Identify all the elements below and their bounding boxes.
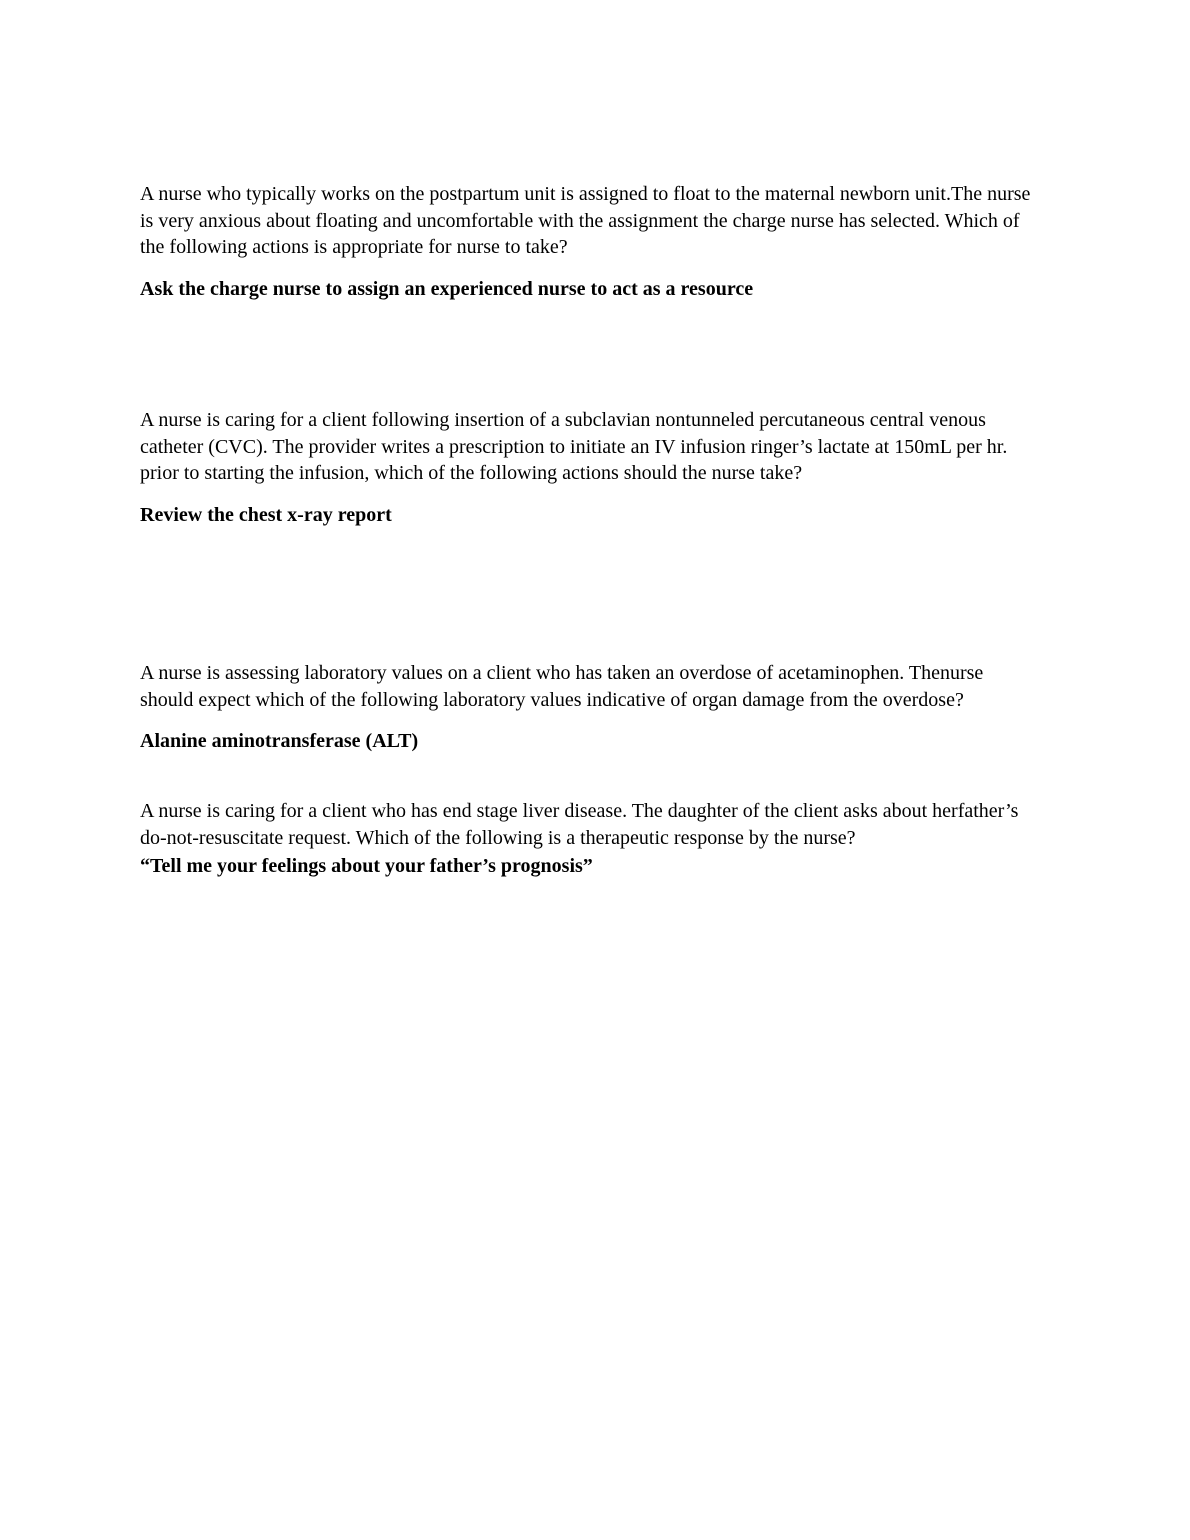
question-block <box>140 407 1040 528</box>
question-block <box>140 798 1040 880</box>
question-block <box>140 660 1040 755</box>
answer-text: Ask the charge nurse to assign an experienced nurse to act as a resource <box>140 277 754 300</box>
question-text: A nurse is assessing laboratory values on a client who has taken an overdose of acetaminophen. Thenurse should expect which of the following laboratory values indicative of organ damage from the overdose? <box>140 662 984 711</box>
question-block <box>140 181 1040 302</box>
question-text: A nurse is caring for a client following insertion of a subclavian nontunneled percutaneous central venous catheter (CVC). The provider writes a prescription to initiate an IV infusion ringer’s lactate at 150mL per hr. prior to starting the infusion, which of the following actions should the nurse take? <box>140 409 1008 484</box>
answer-text: “Tell me your feelings about your father’s prognosis” <box>140 855 593 877</box>
answer-text: Review the chest x-ray report <box>140 503 392 526</box>
answer-text: Alanine aminotransferase (ALT) <box>140 730 419 752</box>
question-text: A nurse is caring for a client who has end stage liver disease. The daughter of the client asks about herfather’s do-not-resuscitate request. Which of the following is a therapeutic response by the nurse? <box>140 800 1019 849</box>
question-text: A nurse who typically works on the postpartum unit is assigned to float to the maternal newborn unit.The nurse is very anxious about floating and uncomfortable with the assignment the charge nurse has selected. Which of the following actions is appropriate for nurse to take? <box>140 183 1031 258</box>
